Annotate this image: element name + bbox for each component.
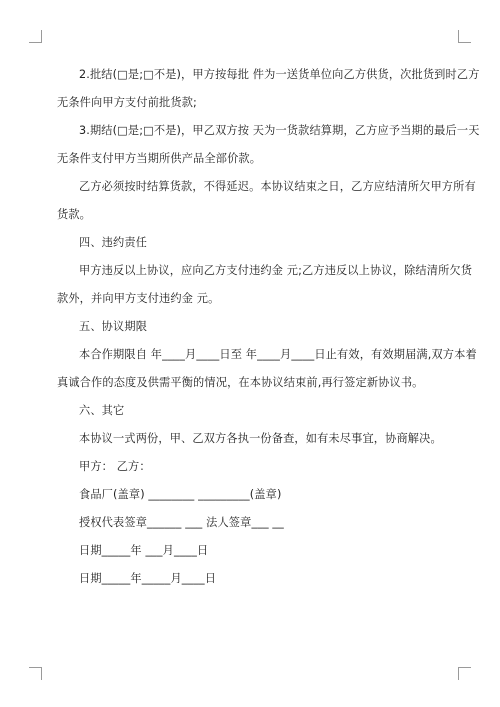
paragraph-batch-settlement: 2.批结(□是;□不是)，甲方按每批 件为一送货单位向乙方供货，次批货到时乙方 (79, 68, 480, 81)
section-heading-other: 六、其它 (79, 404, 125, 417)
crop-mark-bottom-right (458, 667, 471, 680)
section-heading-liability: 四、违约责任 (79, 236, 148, 249)
paragraph-term-cont: 真诚合作的态度及供需平衡的情况，在本协议结束前,再行签定新协议书。 (57, 376, 424, 389)
signature-date-line-1: 日期_____年 ___月____日 (79, 544, 209, 557)
paragraph-batch-settlement-cont: 无条件向甲方支付前批货款; (57, 96, 197, 109)
crop-mark-top-left (29, 30, 42, 43)
signature-parties: 甲方： 乙方： (79, 460, 151, 473)
signature-date-line-2: 日期_____年_____月____日 (79, 572, 217, 585)
section-heading-term: 五、协议期限 (79, 320, 148, 333)
crop-mark-top-right (458, 30, 471, 43)
paragraph-period-settlement-cont: 无条件支付甲方当期所供产品全部价款。 (57, 152, 262, 165)
paragraph-term: 本合作期限自 年____月____日至 年____月____日止有效，有效期届满,双方本着 (79, 348, 477, 361)
paragraph-liability: 甲方违反以上协议，应向乙方支付违约金 元;乙方违反以上协议，除结清所欠货 (79, 264, 473, 277)
paragraph-payment-duty: 乙方必须按时结算货款，不得延迟。本协议结束之日，乙方应结清所欠甲方所有 (79, 180, 476, 193)
signature-representative-line: 授权代表签章______ ___ 法人签章___ __ (79, 516, 284, 529)
paragraph-copies: 本协议一式两份，甲、乙双方各执一份备查，如有未尽事宜，协商解决。 (79, 432, 442, 445)
signature-seal-line: 食品厂(盖章) ________ _________(盖章) (79, 488, 282, 501)
paragraph-liability-cont: 款外，并向甲方支付违约金 元。 (57, 292, 220, 305)
paragraph-payment-duty-cont: 货款。 (57, 208, 92, 221)
paragraph-period-settlement: 3.期结(□是;□不是)，甲乙双方按 天为一货款结算期，乙方应予当期的最后一天 (79, 124, 480, 137)
crop-mark-bottom-left (29, 667, 42, 680)
